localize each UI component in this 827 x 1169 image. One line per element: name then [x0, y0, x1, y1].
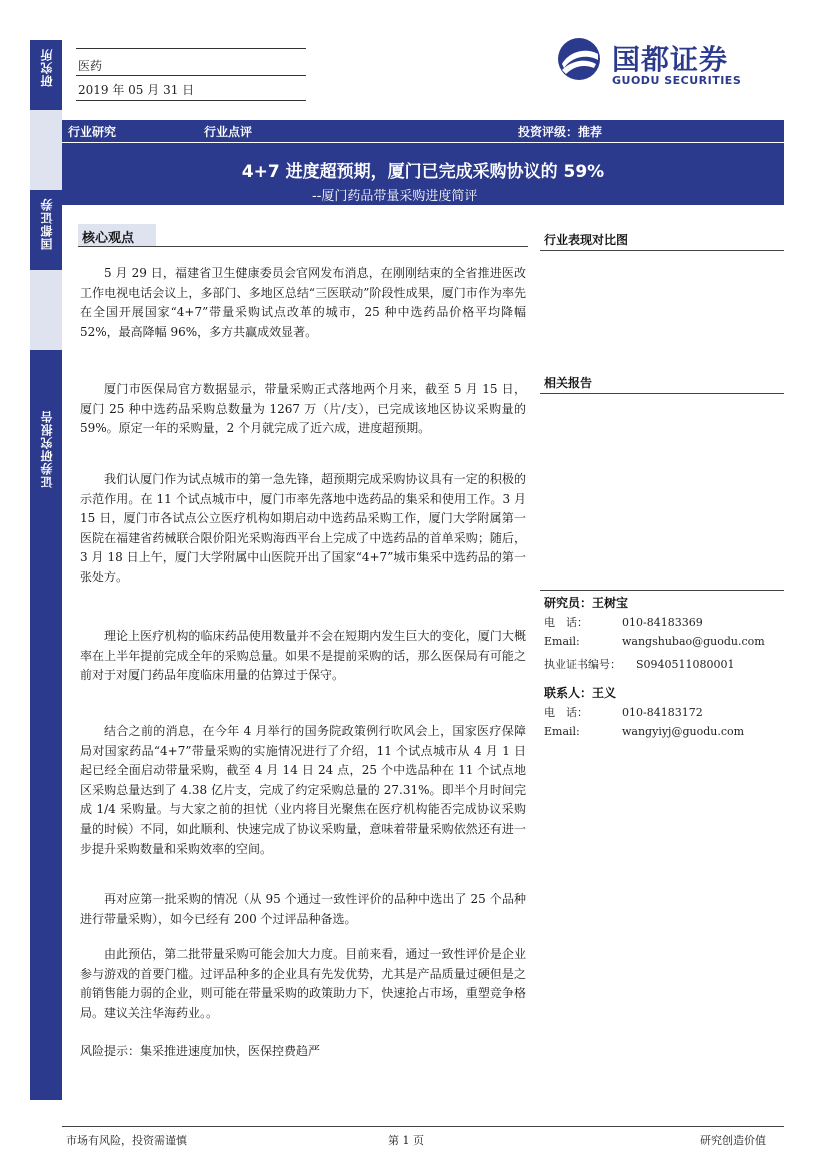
paragraph-text: 由此预估，第二批带量采购可能会加大力度。目前来看，通过一致性评价是企业参与游戏的首要门槛。过评品种多的企业具有先发优势，尤其是产品质量过硬但是之前销售能力弱的企业，则可能在带量采购的政策助力下，快速抢占市场，重塑竞争格局。建议关注华海药业。。	[80, 947, 526, 1020]
report-title: 4+7 进度超预期，厦门已完成采购协议的 59%	[241, 162, 605, 182]
sidebar-gap	[30, 110, 62, 190]
header-date: 2019 年 05 月 31 日	[78, 83, 195, 97]
analyst-email	[544, 635, 765, 648]
contact-title: 联系人：王义	[544, 686, 617, 700]
left-sidebar	[30, 40, 62, 1100]
analyst-email-label: Email:	[544, 635, 580, 648]
header-rule	[76, 75, 306, 76]
paragraph	[80, 945, 526, 1023]
paragraph	[80, 890, 526, 929]
paragraph-text: 厦门市医保局官方数据显示，带量采购正式落地两个月来，截至 5 月 15 日，厦门 25 种中选药品采购总数量为 1267 万（片/支），已完成该地区协议采购量的 59%。原定一年的采购量，2 个月就完成了近六成，进度超预期。	[80, 382, 526, 436]
core-view-heading-text: 核心观点	[82, 231, 135, 246]
analyst-title: 研究员：王树宝	[544, 596, 629, 610]
logo-name-cn: 国都证券	[612, 43, 729, 76]
sidebar-segment-company	[30, 190, 62, 270]
right-rule	[540, 393, 784, 394]
analyst-email-value[interactable]: wangshubao@guodu.com	[622, 635, 765, 648]
header-rule	[76, 100, 306, 101]
sidebar-gap	[30, 270, 62, 350]
logo-mark-icon	[556, 36, 602, 82]
title-band	[62, 143, 784, 205]
contact-email-value[interactable]: wangyiyj@guodu.com	[622, 725, 745, 738]
analyst-phone-label: 电 话：	[544, 616, 588, 629]
contact-phone	[544, 704, 703, 720]
paragraph	[80, 722, 526, 859]
paragraph	[80, 264, 526, 342]
sidebar-label-institute: 研究所	[40, 48, 54, 87]
logo-name-en: GUODU SECURITIES	[612, 74, 742, 87]
analyst-cert-label: 执业证书编号：	[544, 658, 621, 671]
category-bar	[62, 120, 784, 142]
footer-slogan: 研究创造价值	[700, 1134, 766, 1147]
sidebar-label-company: 国都证券	[40, 198, 54, 250]
paragraph-text: 我们认厦门作为试点城市的第一急先锋，超预期完成采购协议具有一定的积极的示范作用。在 11 个试点城市中，厦门市率先落地中选药品的集采和使用工作。3 月 15 日，厦门市各试点公立医疗机构如期启动中选药品采购工作，厦门大学附属第一医院在福建省药械联合限价阳光采购海西平台上完成了中选药品的首单采购；随后，3 月 18 日上午，厦门大学附属中山医院开出了国家“4+7”城市集采中选药品的第一张处方。	[80, 472, 526, 584]
category-industry-review: 行业点评	[204, 125, 253, 139]
paragraph-text: 5 月 29 日，福建省卫生健康委员会官网发布消息，在刚刚结束的全省推进医改工作电视电话会议上，多部门、多地区总结“三医联动”阶段性成果，厦门市作为率先在全国开展国家“4+7”带量采购试点改革的城市，25 种中选药品价格平均降幅 52%，最高降幅 96%，多方共赢成效显著。	[80, 266, 526, 339]
analyst-phone	[544, 614, 703, 630]
report-subtitle: --厦门药品带量采购进度简评	[312, 189, 478, 204]
core-view-heading	[78, 224, 156, 246]
header-industry: 医药	[78, 59, 103, 73]
footer-page-number: 第 1 页	[388, 1134, 424, 1147]
related-reports-title: 相关报告	[544, 376, 593, 390]
paragraph-text: 再对应第一批采购的情况（从 95 个通过一致性评价的品种中选出了 25 个品种进行带量采购），如今已经有 200 个过评品种备选。	[80, 892, 526, 926]
performance-chart-title: 行业表现对比图	[544, 233, 629, 247]
paragraph	[80, 627, 526, 686]
paragraph-text: 结合之前的消息，在今年 4 月举行的国务院政策例行吹风会上，国家医疗保障局对国家药品“4+7”带量采购的实施情况进行了介绍，11 个试点城市从 4 月 1 日起已经全面启动带量采购，截至 4 月 14 日 24 点，25 个中选品种在 11 个试点地区采购总量达到了 4.38 亿片支，完成了约定采购总量的 27.31%。即半个月时间完成 1/4 采购量。与大家之前的担忧（业内将目光聚焦在医疗机构能否完成协议采购量的时候）不同，如此顺利、快速完成了协议采购量，意味着带量采购依然还有进一步提升采购数量和采购效率的空间。	[80, 724, 526, 856]
risk-warning	[80, 1042, 526, 1062]
analyst-cert-value: S0940511080001	[636, 658, 735, 671]
sidebar-segment-institute	[30, 40, 62, 110]
right-rule	[540, 250, 784, 251]
category-industry-research: 行业研究	[68, 125, 117, 139]
footer-rule	[62, 1126, 784, 1127]
sidebar-segment-report	[30, 350, 62, 1100]
risk-warning-text: 风险提示：集采推进速度加快，医保控费趋严	[80, 1044, 321, 1058]
core-view-rule	[78, 246, 528, 247]
contact-email	[544, 725, 744, 738]
contact-email-label: Email:	[544, 725, 580, 738]
analyst-cert	[544, 656, 735, 672]
paragraph-text: 理论上医疗机构的临床药品使用数量并不会在短期内发生巨大的变化，厦门大概率在上半年提前完成全年的采购总量。如果不是提前采购的话，那么医保局有可能之前对于对厦门药品年度临床用量的估算过于保守。	[80, 629, 526, 683]
company-logo	[556, 36, 756, 92]
right-rule	[540, 590, 784, 591]
analyst-phone-value: 010-84183369	[622, 616, 703, 629]
contact-phone-value: 010-84183172	[622, 706, 703, 719]
contact-phone-label: 电 话：	[544, 706, 588, 719]
header-rule	[76, 48, 306, 49]
paragraph	[80, 380, 526, 439]
investment-rating: 投资评级：推荐	[518, 125, 603, 139]
footer-disclaimer: 市场有风险，投资需谨慎	[66, 1134, 187, 1147]
sidebar-label-report: 证券研究报告	[40, 410, 54, 488]
paragraph	[80, 470, 526, 588]
